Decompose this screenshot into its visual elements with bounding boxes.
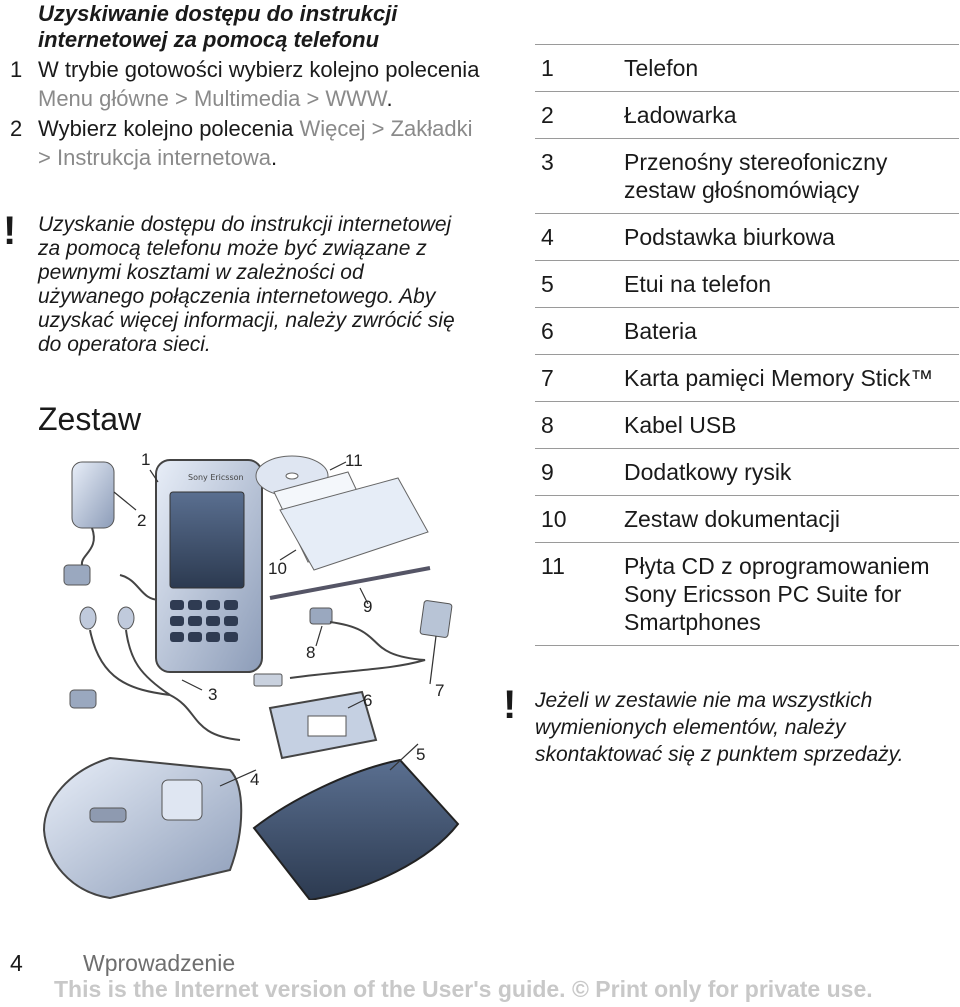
- table-row: [535, 214, 959, 261]
- item-number: 9: [541, 459, 554, 485]
- item-label: Kabel USB: [624, 412, 737, 438]
- stylus-icon: [270, 568, 430, 598]
- item-number: 4: [541, 224, 554, 250]
- section-title: Zestaw: [38, 401, 142, 437]
- item-label: Przenośny stereofoniczny zestaw głośnomówiący: [624, 149, 888, 203]
- step-text: Wybierz kolejno polecenia: [38, 116, 300, 141]
- kit-contents-table: [535, 44, 959, 646]
- manuals-icon: [274, 472, 428, 570]
- note-text: Jeżeli w zestawie nie ma wszystkich wymienionych elementów, należy skontaktować się z punktem sprzedaży.: [535, 689, 904, 766]
- item-number: 8: [541, 412, 554, 438]
- exclamation-icon: !: [3, 209, 17, 253]
- menu-path-item: Multimedia: [193, 86, 301, 111]
- step-item: [10, 55, 480, 113]
- menu-path-item: Więcej: [299, 116, 366, 141]
- item-number: 2: [541, 102, 554, 128]
- item-number: 7: [541, 365, 554, 391]
- step-number: 2: [10, 116, 23, 141]
- callout-label: 3: [208, 685, 218, 704]
- callout-label: 5: [416, 745, 426, 764]
- step-item: [10, 114, 480, 172]
- step-number: 1: [10, 57, 23, 82]
- item-label: Zestaw dokumentacji: [624, 506, 841, 532]
- section-heading: Uzyskiwanie dostępu do instrukcji internetowej za pomocą telefonu: [38, 1, 398, 52]
- phone-brand: Sony Ericsson: [188, 473, 244, 482]
- path-separator: >: [168, 86, 194, 111]
- item-number: 5: [541, 271, 554, 297]
- callout-label: 9: [363, 597, 373, 616]
- table-row: [535, 261, 959, 308]
- watermark: This is the Internet version of the User's guide. © Print only for private use.: [54, 976, 873, 1002]
- callout-label: 8: [306, 643, 316, 662]
- item-number: 10: [541, 506, 567, 532]
- callout-label: 4: [250, 770, 260, 789]
- menu-path-item: Zakładki: [390, 116, 473, 141]
- path-separator: >: [38, 145, 57, 170]
- step-end: .: [270, 145, 278, 170]
- item-label: Etui na telefon: [624, 271, 772, 297]
- item-label: Karta pamięci Memory Stick™: [624, 365, 934, 391]
- item-label: Telefon: [624, 55, 699, 81]
- table-row: [535, 496, 959, 543]
- item-number: 6: [541, 318, 554, 344]
- callout-label: 7: [435, 681, 445, 700]
- item-label: Płyta CD z oprogramowaniem Sony Ericsson PC Suite for Smartphones: [624, 553, 930, 635]
- step-end: .: [386, 86, 393, 111]
- memory-stick-icon: [420, 600, 452, 638]
- callout-label: 6: [363, 691, 373, 710]
- item-label: Podstawka biurkowa: [624, 224, 835, 250]
- kit-illustration: [30, 440, 470, 900]
- page-number: 4: [10, 950, 23, 976]
- menu-path-item: Menu główne: [38, 86, 169, 111]
- desk-stand-icon: [44, 758, 241, 898]
- item-number: 11: [541, 553, 565, 579]
- charger-icon: [64, 462, 160, 600]
- step-text: W trybie gotowości wybierz kolejno polecenia: [38, 57, 480, 82]
- table-row: [535, 45, 959, 92]
- callout-label: 1: [141, 450, 151, 469]
- table-row: [535, 402, 959, 449]
- footer-section: Wprowadzenie: [83, 950, 236, 976]
- callout-label: 2: [137, 511, 147, 530]
- exclamation-icon: !: [503, 683, 517, 727]
- menu-path-item: WWW: [325, 86, 387, 111]
- item-label: Dodatkowy rysik: [624, 459, 792, 485]
- path-separator: >: [365, 116, 391, 141]
- item-number: 1: [541, 55, 554, 81]
- warning-text: Uzyskanie dostępu do instrukcji internetowej za pomocą telefonu może być związane z pewnymi kosztami w zależności od używanego połączenia internetowego. Aby uzyskać więcej informacji, należy zwrócić się do operatora sieci.: [38, 213, 455, 356]
- table-row: [535, 92, 959, 139]
- phone-icon: [156, 460, 262, 672]
- path-separator: >: [300, 86, 326, 111]
- table-row: [535, 308, 959, 355]
- steps-list: [10, 55, 480, 173]
- table-row: [535, 355, 959, 402]
- callout-label: 10: [268, 559, 287, 578]
- item-label: Bateria: [624, 318, 697, 344]
- kit-drawing: [30, 440, 470, 900]
- item-number: 3: [541, 149, 554, 175]
- menu-path-item: Instrukcja internetowa: [56, 145, 271, 170]
- usb-cable-icon: [254, 608, 425, 686]
- callout-label: 11: [345, 451, 363, 470]
- item-label: Ładowarka: [624, 102, 737, 128]
- table-row: [535, 449, 959, 496]
- phone-pouch-icon: [254, 760, 458, 900]
- table-row: [535, 139, 959, 214]
- table-row: [535, 543, 959, 646]
